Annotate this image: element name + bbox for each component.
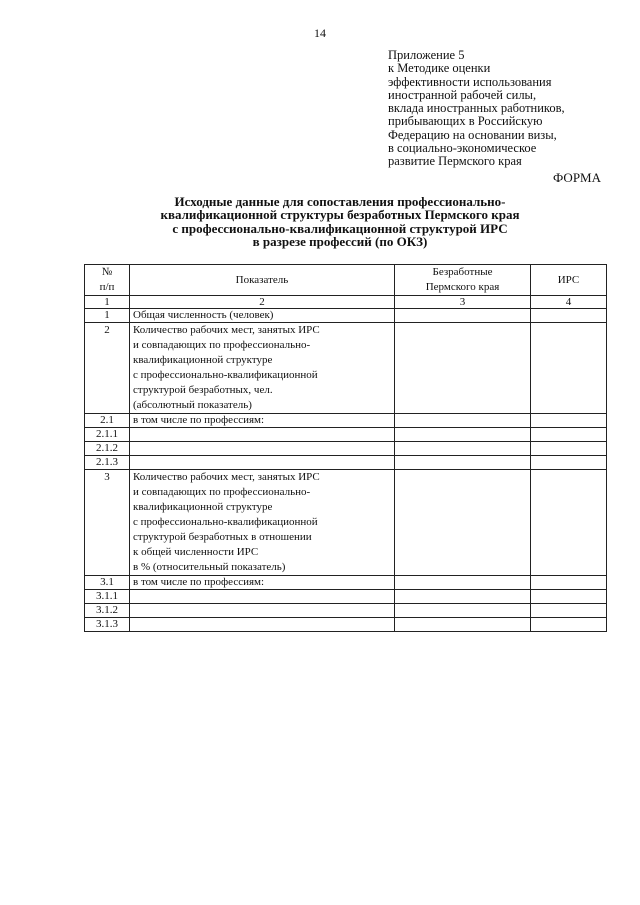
table-row [85,456,607,470]
row-indicator [130,576,395,590]
table-row [85,442,607,456]
row-number: 3.1 [85,576,130,590]
row-number: 3.1.3 [85,618,130,632]
row-number: 1 [85,309,130,323]
header-unemployed: Безработные Пермского края [395,265,531,296]
indicator-line: структурой безработных, чел. [133,384,273,396]
appendix-line: эффективности использования [388,74,552,89]
row-indicator [130,414,395,428]
unemployed-value-cell[interactable] [395,604,531,618]
irs-value-cell[interactable] [531,576,607,590]
unemployed-value-cell[interactable] [395,618,531,632]
irs-value-cell[interactable] [531,414,607,428]
table-row [85,470,607,576]
row-number: 3 [85,470,130,576]
appendix-line: вклада иностранных работников, [388,101,565,116]
column-number: 2 [130,296,395,309]
unemployed-value-cell[interactable] [395,590,531,604]
table-row [85,428,607,442]
irs-value-cell[interactable] [531,470,607,576]
appendix-line: прибывающих в Российскую [388,114,543,129]
row-number: 3.1.1 [85,590,130,604]
table-row [85,618,607,632]
indicator-line: и совпадающих по профессионально- [133,486,311,498]
row-indicator [130,590,395,604]
form-label: ФОРМА [553,170,601,185]
indicator-line: к общей численности ИРС [133,546,259,558]
unemployed-value-cell[interactable] [395,323,531,414]
title-line: Исходные данные для сопоставления профессионально- [174,194,506,209]
data-table [84,264,607,632]
table-row [85,604,607,618]
title-line: в разрезе профессий (по ОКЗ) [252,233,428,249]
irs-value-cell[interactable] [531,323,607,414]
table-row [85,590,607,604]
indicator-line: с профессионально-квалификационной [133,369,318,381]
column-numbers-row [85,296,607,309]
indicator-line: Количество рабочих мест, занятых ИРС [133,471,320,483]
header-indicator: Показатель [130,265,395,296]
indicator-line: с профессионально-квалификационной [133,516,318,528]
row-number: 2.1.2 [85,442,130,456]
document-title [80,195,600,248]
unemployed-value-cell[interactable] [395,456,531,470]
irs-value-cell[interactable] [531,442,607,456]
row-indicator [130,470,395,576]
row-number: 2.1.3 [85,456,130,470]
irs-value-cell[interactable] [531,456,607,470]
unemployed-value-cell[interactable] [395,309,531,323]
indicator-line: в % (относительный показатель) [133,561,286,573]
irs-value-cell[interactable] [531,618,607,632]
irs-value-cell[interactable] [531,604,607,618]
appendix-line: развитие Пермского края [388,154,522,169]
row-indicator [130,604,395,618]
table-row [85,576,607,590]
header-irs: ИРС [531,265,607,296]
row-number: 2 [85,323,130,414]
row-number: 3.1.2 [85,604,130,618]
appendix-line: в социально-экономическое [388,141,537,156]
row-indicator [130,323,395,414]
table-row [85,323,607,414]
indicator-line: квалификационной структуре [133,354,273,366]
page-number: 14 [314,26,326,40]
indicator-line: (абсолютный показатель) [133,399,252,411]
column-number: 1 [85,296,130,309]
header-num: № п/п [85,265,130,296]
row-indicator [130,618,395,632]
appendix-line: Приложение 5 [388,48,465,62]
table-row [85,414,607,428]
row-indicator [130,456,395,470]
row-indicator [130,309,395,323]
column-number: 3 [395,296,531,309]
unemployed-value-cell[interactable] [395,428,531,442]
indicator-line: Общая численность (человек) [133,309,274,321]
unemployed-value-cell[interactable] [395,442,531,456]
appendix-line: иностранной рабочей силы, [388,87,537,102]
irs-value-cell[interactable] [531,309,607,323]
indicator-line: квалификационной структуре [133,501,273,513]
irs-value-cell[interactable] [531,590,607,604]
column-number: 4 [531,296,607,309]
indicator-line: в том числе по профессиям: [133,414,265,426]
appendix-line: к Методике оценки [388,61,491,76]
indicator-line: в том числе по профессиям: [133,576,265,588]
unemployed-value-cell[interactable] [395,576,531,590]
row-number: 2.1 [85,414,130,428]
title-line: квалификационной структуры безработных Пермского края [160,207,520,223]
appendix-note [388,49,628,169]
unemployed-value-cell[interactable] [395,414,531,428]
title-line: с профессионально-квалификационной структурой ИРС [172,220,508,236]
row-indicator [130,428,395,442]
unemployed-value-cell[interactable] [395,470,531,576]
header-row [85,265,607,296]
indicator-line: и совпадающих по профессионально- [133,339,311,351]
table-row [85,309,607,323]
indicator-line: Количество рабочих мест, занятых ИРС [133,324,320,336]
irs-value-cell[interactable] [531,428,607,442]
indicator-line: структурой безработных в отношении [133,531,312,543]
row-number: 2.1.1 [85,428,130,442]
appendix-line: Федерацию на основании визы, [388,127,557,142]
row-indicator [130,442,395,456]
